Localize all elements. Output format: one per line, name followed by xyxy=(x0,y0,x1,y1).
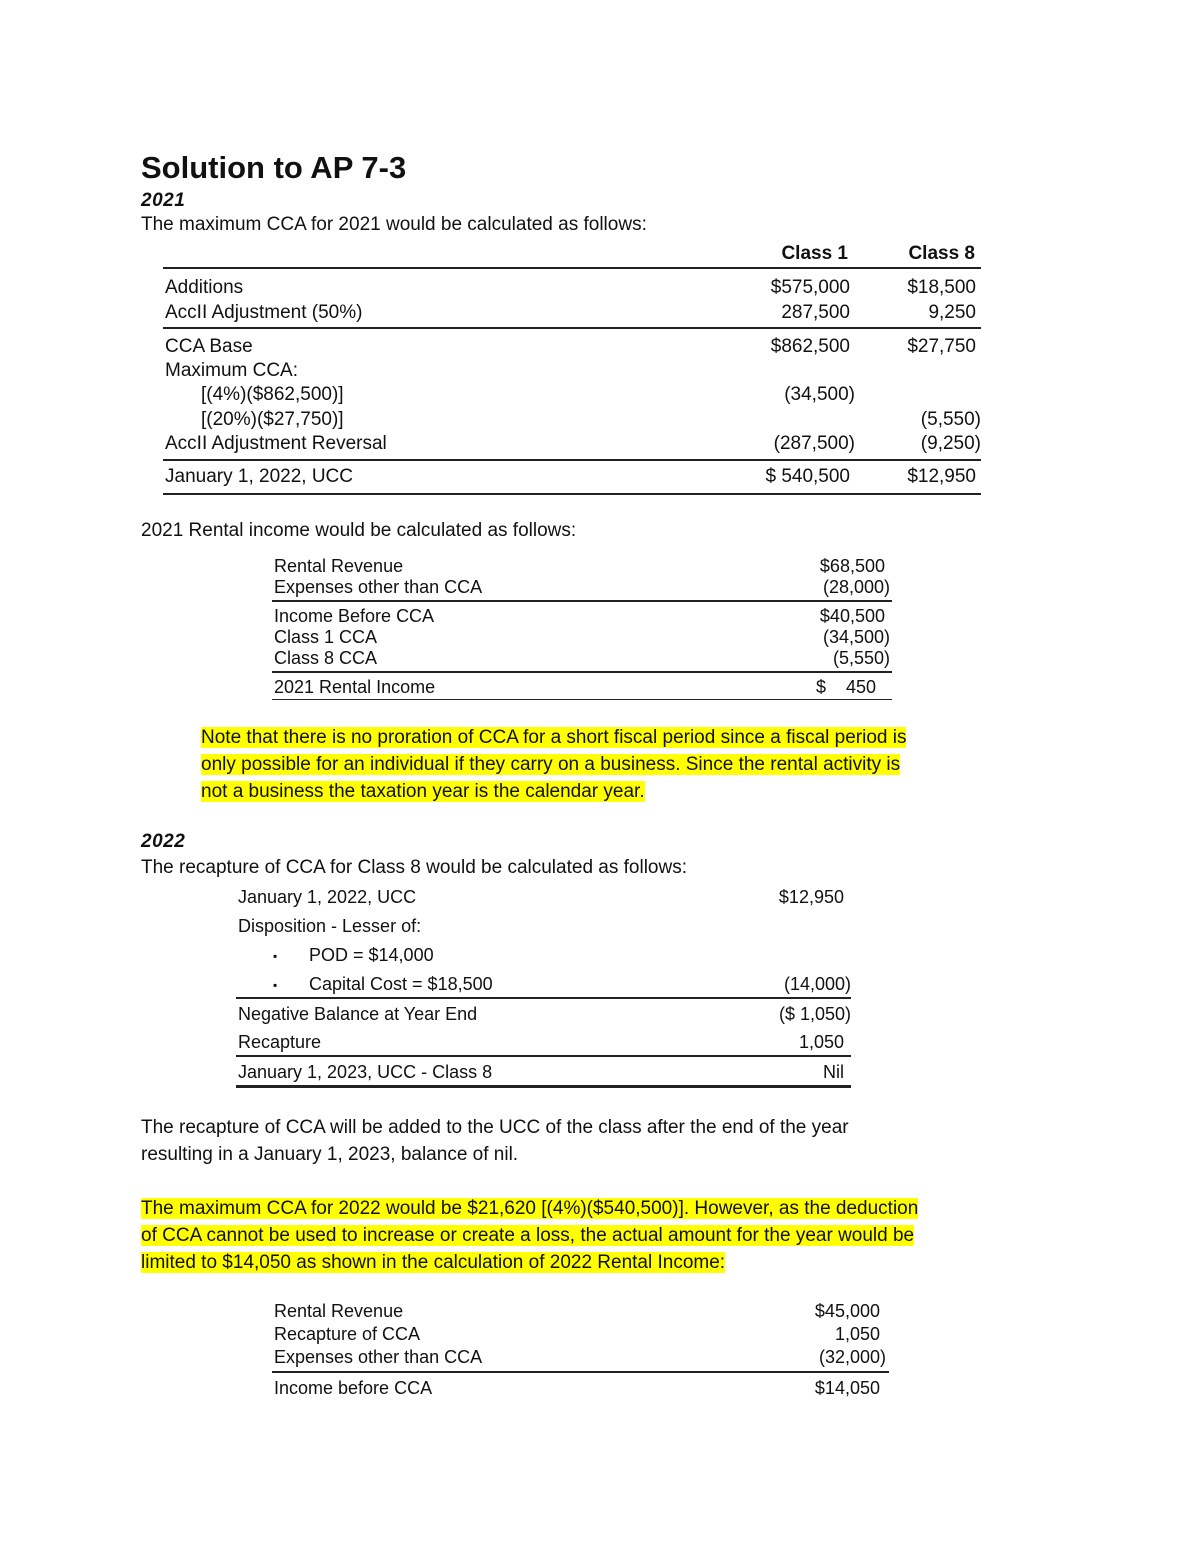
table-rule xyxy=(272,600,892,602)
table-rule xyxy=(272,1371,889,1373)
note-line: only possible for an individual if they carry on a business. Since the rental activity is xyxy=(201,754,901,775)
table-row-label: Expenses other than CCA xyxy=(274,577,483,597)
table-row-label: January 1, 2023, UCC - Class 8 xyxy=(238,1062,493,1082)
table-row-label: Negative Balance at Year End xyxy=(238,1004,478,1024)
table-row-label: Rental Revenue xyxy=(274,1301,404,1321)
table-row-label: Additions xyxy=(165,277,244,298)
recapture-intro: The recapture of CCA for Class 8 would be calculated as follows: xyxy=(141,857,687,878)
table-row-label: Income Before CCA xyxy=(274,606,435,626)
note-line: limited to $14,050 as shown in the calculation of 2022 Rental Income: xyxy=(141,1252,726,1273)
table-row-label: POD = $14,000 xyxy=(309,945,434,965)
table-row-label: Class 1 CCA xyxy=(274,627,378,647)
table-row-value: $40,500 xyxy=(819,606,885,626)
table-row-label: January 1, 2022, UCC xyxy=(165,466,353,487)
bullet-icon: ▪ xyxy=(273,978,278,992)
table-cell-class8: (9,250) xyxy=(920,433,981,454)
table-row-value: (28,000) xyxy=(822,577,890,597)
table-row-value: 1,050 xyxy=(798,1032,844,1052)
table-row-label: Class 8 CCA xyxy=(274,648,378,668)
bullet-icon: ▪ xyxy=(273,949,278,963)
year-heading-2021: 2021 xyxy=(141,190,186,211)
table-row-label: AccII Adjustment Reversal xyxy=(165,433,387,454)
table-cell-class1: $862,500 xyxy=(770,336,850,357)
table-row-value: (14,000) xyxy=(783,974,851,994)
note-line: not a business the taxation year is the calendar year. xyxy=(201,781,645,802)
table-rule xyxy=(236,997,851,999)
table-row-value: $45,000 xyxy=(814,1301,880,1321)
page-title: Solution to AP 7-3 xyxy=(141,150,407,185)
table-row-value: $14,050 xyxy=(814,1378,880,1398)
table-row-value: (5,550) xyxy=(832,648,890,668)
table-row-label: Expenses other than CCA xyxy=(274,1347,483,1367)
table-row-label: 2021 Rental Income xyxy=(274,677,436,697)
table-row-value: 1,050 xyxy=(834,1324,880,1344)
table-row-value: $68,500 xyxy=(819,556,885,576)
table-cell-class8: $18,500 xyxy=(907,277,976,298)
table-row-value: ($ 1,050) xyxy=(778,1004,851,1024)
table-rule xyxy=(272,671,892,673)
table-cell-class1: 287,500 xyxy=(781,302,850,323)
table-row-value: $12,950 xyxy=(778,887,844,907)
max-cca-2022-note xyxy=(141,1195,918,1276)
table-rule xyxy=(236,1055,851,1057)
table-cell-class8: (5,550) xyxy=(920,409,981,430)
col-header-class-1: Class 1 xyxy=(781,243,848,264)
table-cell-class8: $12,950 xyxy=(907,466,976,487)
table-cell-class1: (287,500) xyxy=(773,433,855,454)
highlighted-note xyxy=(201,724,906,805)
table-rule xyxy=(236,1085,851,1088)
table-cell-class1: $575,000 xyxy=(770,277,850,298)
table-row-label: [(20%)($27,750)] xyxy=(201,409,344,430)
table-row-label: Income before CCA xyxy=(274,1378,433,1398)
recapture-note xyxy=(141,1114,849,1168)
table-row-value: Nil xyxy=(823,1062,844,1082)
table-row-label: AccII Adjustment (50%) xyxy=(165,302,363,323)
table-rule xyxy=(163,493,981,495)
table-row-label: Maximum CCA: xyxy=(165,360,299,381)
paragraph-line: The recapture of CCA will be added to the UCC of the class after the end of the year xyxy=(141,1117,849,1138)
table-row-label: CCA Base xyxy=(165,336,253,357)
table-rule xyxy=(163,459,981,461)
year-heading-2022: 2022 xyxy=(141,831,186,852)
table-cell-class8: $27,750 xyxy=(907,336,976,357)
table-row-label: Disposition - Lesser of: xyxy=(238,916,422,936)
note-line: The maximum CCA for 2022 would be $21,620 [(4%)($540,500)]. However, as the deduction xyxy=(141,1198,919,1219)
table-rule xyxy=(272,699,892,700)
table-row-label: Recapture xyxy=(238,1032,322,1052)
col-header-class-8: Class 8 xyxy=(908,243,975,264)
table-row-value: $ 450 xyxy=(816,677,877,697)
table-row-label: January 1, 2022, UCC xyxy=(238,887,417,907)
table-rule xyxy=(163,327,981,329)
table-row-label: [(4%)($862,500)] xyxy=(201,384,344,405)
table-row-label: Recapture of CCA xyxy=(274,1324,421,1344)
rental-intro-2021: 2021 Rental income would be calculated as follows: xyxy=(141,520,577,541)
table-cell-class1: (34,500) xyxy=(784,384,855,405)
note-line: of CCA cannot be used to increase or create a loss, the actual amount for the year would be xyxy=(141,1225,915,1246)
note-line: Note that there is no proration of CCA for a short fiscal period since a fiscal period is xyxy=(201,727,907,748)
table-row-label: Rental Revenue xyxy=(274,556,404,576)
intro-2021: The maximum CCA for 2021 would be calculated as follows: xyxy=(141,214,647,235)
table-cell-class1: $ 540,500 xyxy=(765,466,850,487)
table-cell-class8: 9,250 xyxy=(928,302,976,323)
paragraph-line: resulting in a January 1, 2023, balance of nil. xyxy=(141,1144,519,1165)
table-rule xyxy=(163,267,981,269)
table-row-label: Capital Cost = $18,500 xyxy=(309,974,493,994)
table-row-value: (32,000) xyxy=(818,1347,886,1367)
table-row-value: (34,500) xyxy=(822,627,890,647)
